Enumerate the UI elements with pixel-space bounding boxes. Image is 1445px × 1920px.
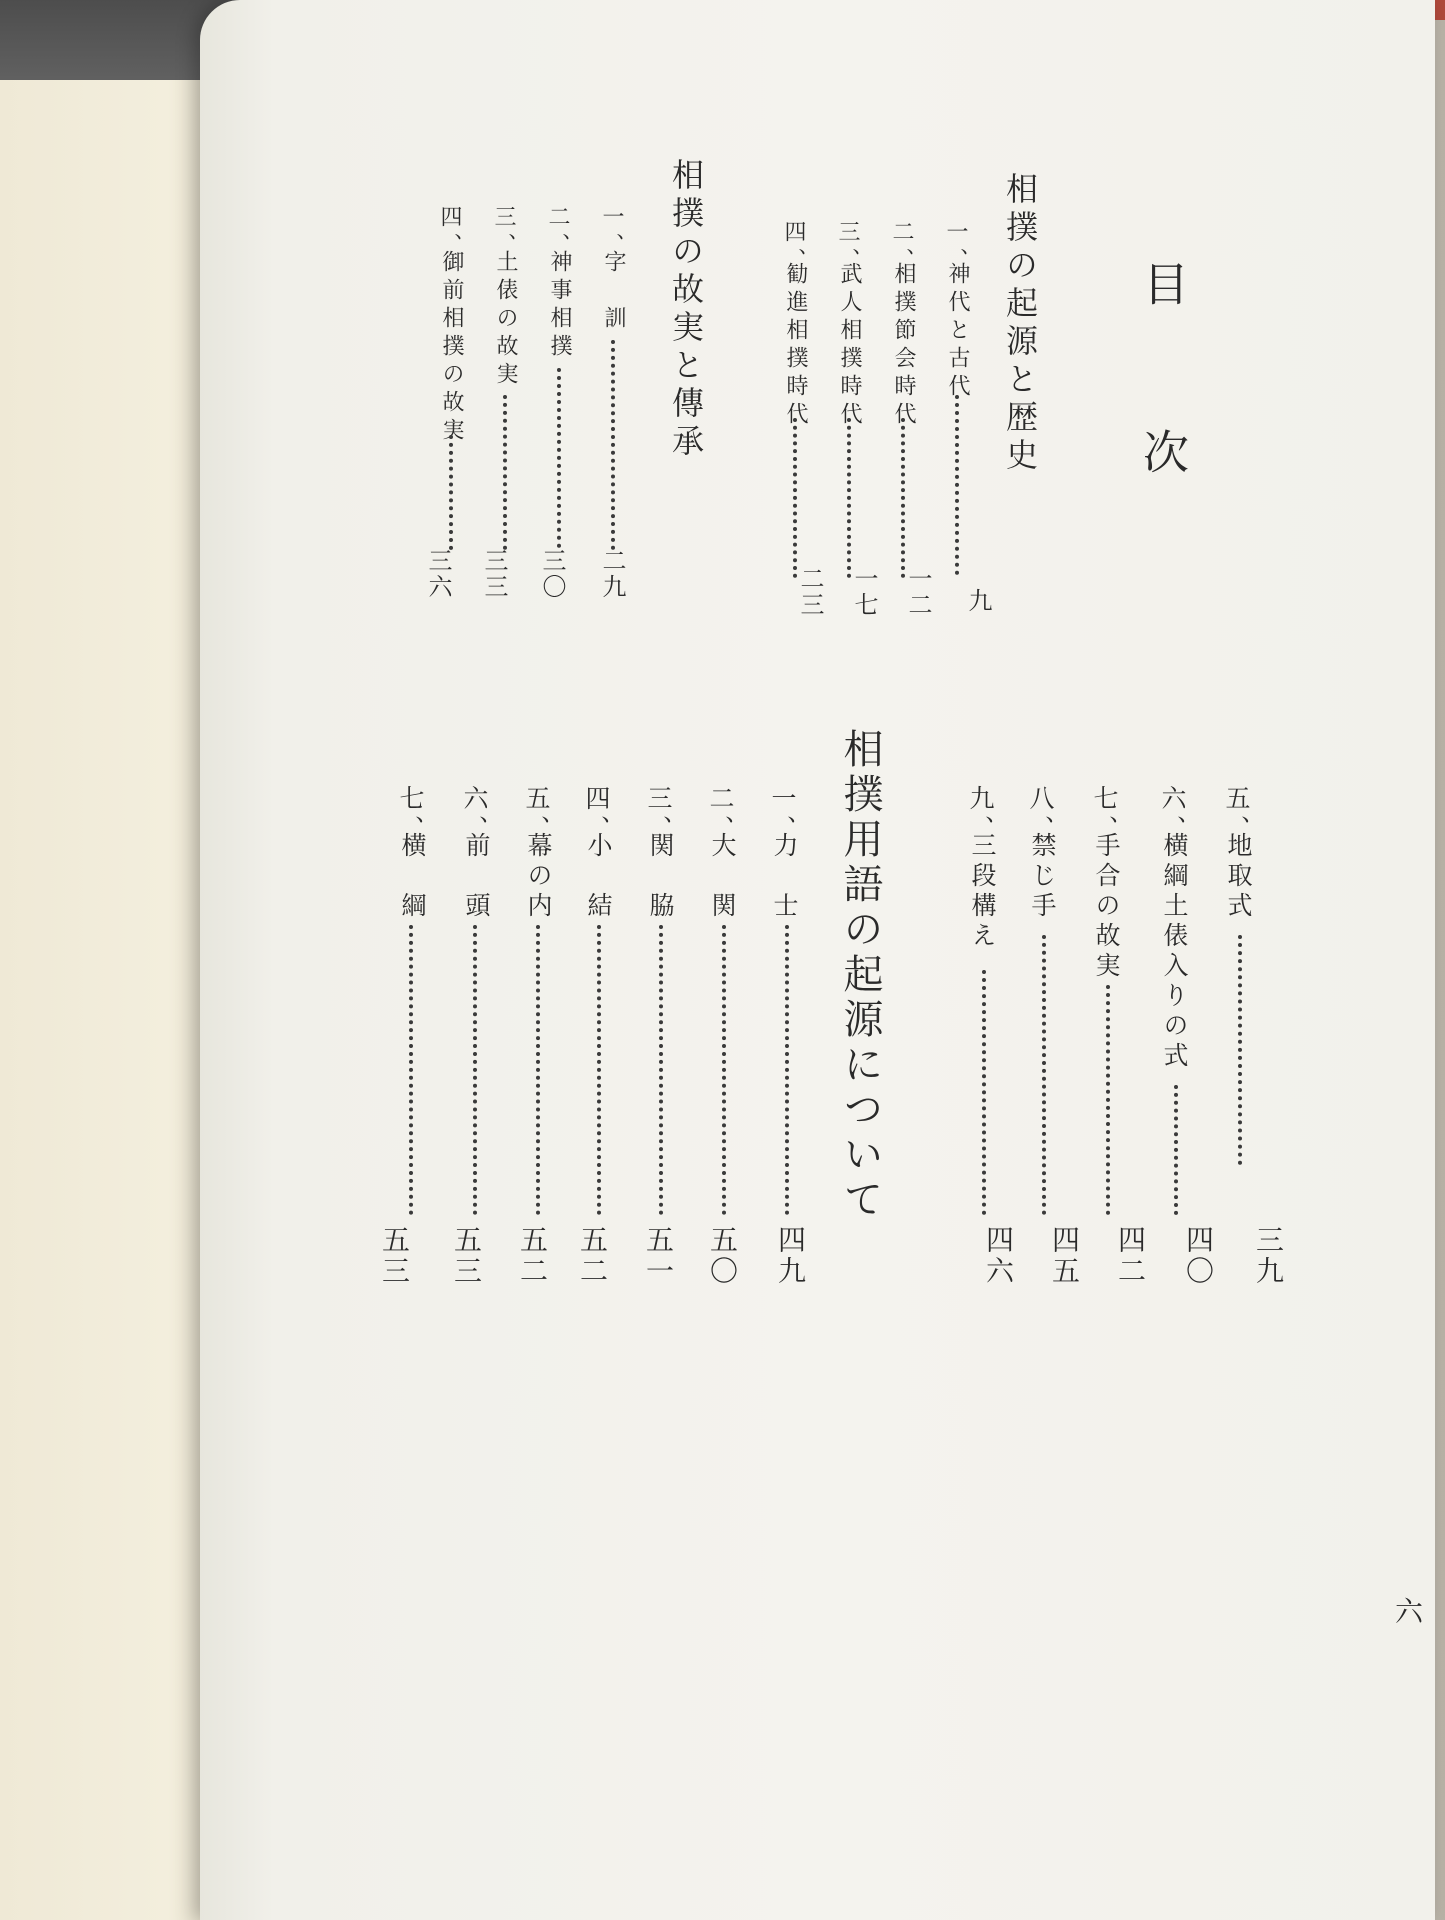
entry-label: 三段構え	[968, 832, 997, 952]
entry-label: 武人相撲時代	[837, 262, 862, 430]
leader-dots	[409, 925, 413, 1215]
entry-page: 三九	[1252, 1225, 1285, 1287]
entry-page: 四二	[1114, 1225, 1147, 1287]
leader-dots	[536, 925, 540, 1215]
entry-page: 五二	[516, 1225, 549, 1287]
entry-page: 三三	[480, 548, 508, 600]
entry-number: 六、	[1158, 785, 1187, 845]
entry-number: 四、	[582, 785, 611, 845]
leader-dots	[557, 368, 561, 548]
leader-dots	[611, 340, 615, 550]
entry-page: 四六	[982, 1225, 1015, 1287]
entry-number: 四、	[781, 220, 806, 276]
entry-label: 勧進相撲時代	[783, 262, 808, 430]
section-heading-origin-history: 相撲の起源と歴史	[1001, 172, 1039, 476]
entry-label: 幕の内	[524, 832, 553, 922]
entry-page: 四五	[1048, 1225, 1081, 1287]
entry-page: 二三	[796, 566, 824, 618]
leader-dots	[955, 395, 959, 575]
entry-label: 力 士	[770, 832, 799, 922]
entry-label: 大 関	[708, 832, 737, 922]
leader-dots	[847, 418, 851, 578]
entry-label: 手合の故実	[1092, 832, 1121, 982]
entry-page: 三〇	[538, 548, 566, 600]
leader-dots	[597, 925, 601, 1215]
entry-label: 横綱土俵入りの式	[1160, 832, 1189, 1072]
entry-number: 三、	[491, 205, 516, 261]
entry-page: 五三	[378, 1225, 411, 1287]
entry-number: 五、	[522, 785, 551, 845]
entry-label: 相撲節会時代	[891, 262, 916, 430]
entry-page: 四九	[774, 1225, 807, 1287]
entry-number: 一、	[599, 205, 624, 261]
leader-dots	[473, 925, 477, 1215]
leader-dots	[449, 435, 453, 550]
entry-label: 関 脇	[646, 832, 675, 922]
leader-dots	[982, 970, 986, 1215]
entry-number: 七、	[1090, 785, 1119, 845]
entry-number: 五、	[1222, 785, 1251, 845]
entry-page: 五〇	[706, 1225, 739, 1287]
entry-label: 字 訓	[601, 250, 626, 334]
entry-page: 五一	[642, 1225, 675, 1287]
entry-number: 二、	[889, 220, 914, 276]
entry-label: 禁じ手	[1028, 832, 1057, 922]
entry-label: 土俵の故実	[493, 250, 518, 390]
entry-page: 一七	[850, 566, 878, 618]
leader-dots	[1238, 935, 1242, 1165]
entry-page: 四〇	[1182, 1225, 1215, 1287]
entry-page: 三六	[424, 548, 452, 600]
entry-number: 三、	[644, 785, 673, 845]
entry-page: 五三	[450, 1225, 483, 1287]
toc-page	[200, 0, 1435, 1920]
leader-dots	[659, 925, 663, 1215]
leader-dots	[722, 925, 726, 1215]
entry-label: 小 結	[584, 832, 613, 922]
section-heading-terms-origin: 相撲用語の起源について	[837, 728, 883, 1223]
entry-label: 御前相撲の故実	[439, 250, 464, 446]
section-heading-customs-tradition: 相撲の故実と傳承	[667, 158, 705, 462]
entry-number: 一、	[943, 220, 968, 276]
entry-page: 一二	[904, 566, 932, 618]
entry-number: 二、	[706, 785, 735, 845]
entry-page: 九	[964, 588, 992, 614]
entry-number: 七、	[396, 785, 425, 845]
toc-title: 目 次	[1136, 260, 1190, 512]
entry-number: 九、	[966, 785, 995, 845]
leader-dots	[1106, 985, 1110, 1215]
entry-page: 二九	[598, 548, 626, 600]
entry-number: 一、	[768, 785, 797, 845]
leader-dots	[793, 418, 797, 578]
entry-number: 三、	[835, 220, 860, 276]
entry-label: 神事相撲	[547, 250, 572, 362]
leader-dots	[785, 925, 789, 1215]
entry-label: 横 綱	[398, 832, 427, 922]
leader-dots	[1174, 1085, 1178, 1215]
entry-label: 前 頭	[462, 832, 491, 922]
entry-number: 四、	[437, 205, 462, 261]
entry-number: 八、	[1026, 785, 1055, 845]
leader-dots	[1042, 935, 1046, 1215]
entry-page: 五二	[576, 1225, 609, 1287]
page-number: 六	[1395, 1595, 1424, 1628]
entry-label: 地取式	[1224, 832, 1253, 922]
leader-dots	[503, 395, 507, 550]
entry-number: 六、	[460, 785, 489, 845]
entry-label: 神代と古代	[945, 262, 970, 402]
leader-dots	[901, 418, 905, 578]
entry-number: 二、	[545, 205, 570, 261]
